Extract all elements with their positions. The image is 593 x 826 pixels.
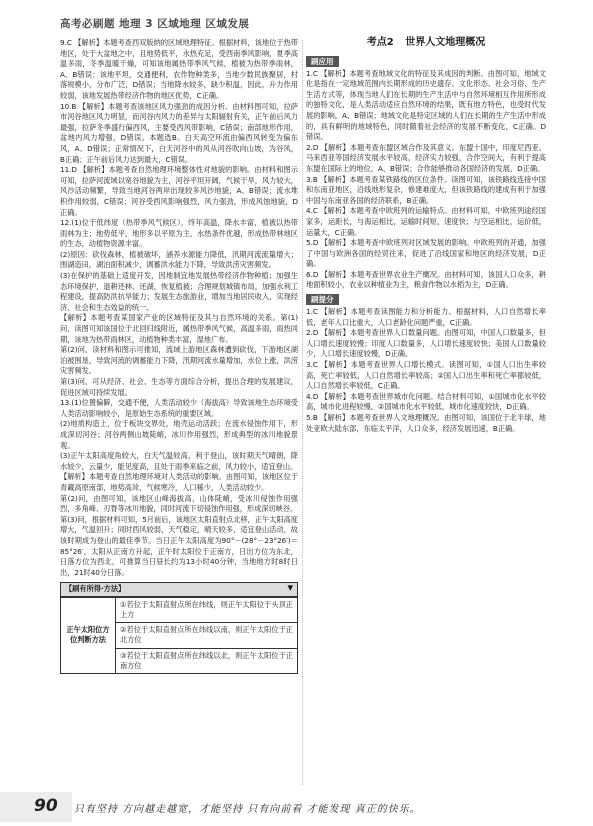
tag-apply: 刷应用 [306,56,339,67]
section-title-text: 世界人文地理概况 [405,37,486,48]
answer-paragraph: 2.D 【解析】本题考查世界人口数量问题。由图可知，中国人口数量多，但人口增长速度较慢；印度人口数量多，人口增长速度较快；美国人口数量较少，人口增长速度较慢，D正确。 [306,328,546,359]
method-tip-title [61,583,297,597]
method-tip-title-text: 【刷有所得·方法】 [65,584,126,594]
answer-paragraph: 【解析】本题考查某国家产业的区域特征及其与自然环境的关系。第(1)问，读图可知该国位于北回归线附近，属热带季风气候，高温多雨，雨热同期，该地为热带雨林区，动植物种类丰富，湿地广布。 [60,313,298,344]
answer-paragraph: (2)原因：砍伐森林，植被破坏，涵养水源能力降低，汛期河流流量增大；围湖造田，湖泊面积减少，调蓄洪水能力下降，导致洪涝灾害频发。 [60,249,298,270]
footer-motto: 只有坚持 方向越走越宽，才能坚持 只有向前看 才能发现 真正的快乐。 [74,804,421,815]
tag-improve: 刷提分 [306,294,339,305]
answer-paragraph: 1.C 【解析】本题考查地域文化的特征及其成因的判断。由图可知，地域文化是指在一定地域范围内长期形成的历史遗存、文化形态、社会习俗、生产生活方式等，体现当地人们在长期的生产生活中与自然环境相互作用所形成的独特文化，是人类活动适应自然环境的结果，既有地方特色，也受时代发展的影响，A、B错误；地域文化是特定区域的人们在长期的生产生活中形成的，具有鲜明的地域特色，同时随着社会经济的发展不断变化，C正确。D错误。 [306,68,546,142]
method-tip-table [61,597,297,673]
answer-paragraph: 4.D 【解析】本题考查世界城市化问题。结合材料可知，①国城市化水平较高，城市化进程较慢，②国城市化水平较低，城市化速度较快，D正确。 [306,391,546,412]
answer-paragraph: 第(3)问，根据材料可知，5月前后，该地区太阳直射点北移，正午太阳高度增大，气温回升；同时西风较弱，天气稳定，晴天较多，适宜登山活动，故该时期成为登山的最佳季节。当日正午太阳高度为90°－(28°－23°26′)＝85°26′，太阳从正南方升起，正午时太阳位于正南方，日出方位为东北，日落方位为西北，可推算当日昼长约为13小时40分钟，当地地方时8时日出，21时40分日落。 [60,514,298,577]
answer-paragraph: 12.(1)位于低纬度（热带季风气候区），终年高温，降水丰富，植被以热带雨林为主；地势低平，地形多以平原为主，水热条件优越，形成热带林地区的生态，动植物资源丰富。 [60,218,298,249]
answer-paragraph: 13.(1)位置偏僻，交通不便，人类活动较少（海拔高）导致该地生态环境受人类活动影响较小，是原始生态系统的重要区域。 [60,398,298,418]
page-header: 高考必刷题 地理 3 区域地理 区域发展 [60,18,250,30]
answer-paragraph: 10.B 【解析】本题考查该地区风力强劲的成因分析。由材料图可知，拉萨市河谷地区风力明显，而河谷内风力的差异与太阳辐射有关，正午前后风力最强，拉萨冬季盛行偏西风，主要受西风带影响，C错误；南部地形作用，盆地内风力增强，D错误。本题选B。白天高空环流由偏西风转变为偏东风，A、D错误；正常情况下，白天河谷中的风从河谷吹向山坡，为谷风，B正确；正午前后风力达到最大，C错误。 [60,101,298,164]
answer-paragraph: 9.C 【解析】本题考查西双版纳的区域地理特征。根据材料，该地位于热带地区，处于大盆地之中，且地势低平，水热充足，受西南季风影响，夏季高温多雨，冬季温暖干燥，可知该地属热带季风气候，植被为热带季雨林，A、B错误；该地平坦，交通便利，农作物种类多，当地少数民族聚居，村落规模小，分布广泛，D错误；当地降水较多，缺少积温，因此，升力作用较弱，该地发展热带经济作物的地区优势，C正确。 [60,38,298,100]
answer-paragraph: 【解析】本题考查自然地理环境对人类活动的影响。由图可知，该地区位于青藏高原南部，地势高耸，气候寒冷，人口稀少，人类活动较少。 [60,472,298,492]
answer-paragraph: 6.D 【解析】本题考查世界农业生产概况。由材料可知，该国人口众多，耕地面积较小，农业以种植业为主，粮食作物以水稻为主，D正确。 [306,269,546,290]
answer-paragraph: 5.D 【解析】本题考查中欧班列对区域发展的影响。中欧班列的开通，加强了中国与欧洲各国的经贸往来，促进了沿线国家和地区的经济发展，D正确。 [306,238,546,269]
answer-paragraph: 第(3)问，可从经济、社会、生态等方面综合分析，提出合理的发展建议，促进区域可持续发展。 [60,377,298,397]
column-divider [302,40,303,785]
answer-paragraph: 3.C 【解析】本题考查世界人口增长模式。读图可知，①国人口出生率较高，死亡率较低，人口自然增长率较高；②国人口出生率和死亡率都较低，人口自然增长率较低，C正确。 [306,360,546,391]
answer-paragraph: 5.B 【解析】本题考查世界人文地理概况。由图可知，该国位于北半球，地处亚欧大陆东部，东临太平洋，人口众多，经济发展迅速，B正确。 [306,413,546,433]
method-rule: ①若位于太阳直射点所在纬线，则正午太阳位于头顶正上方 [116,597,298,622]
triangle-icon: ▼ [287,583,293,593]
answer-paragraph: 第(2)问，读材料和图示可推知，流域上游地区森林遭到砍伐，下游地区湖泊被围垦，导致河流的调蓄能力下降，汛期河流水量增加，水位上涨，洪涝灾害频发。 [60,345,298,376]
answer-paragraph: 11.D 【解析】本题考查自然地理环境整体性对地貌的影响。由材料和图示可知，拉萨河流域以宽谷地貌为主，河谷平坦开阔，气候干旱，风力较大，风沙活动频繁，导致当地河谷两岸出现较多风沙地貌，A、B错误；流水堆积作用较弱，C错误；河谷受西风影响强烈，风力强劲，形成风蚀地貌，D正确。 [60,165,298,217]
right-column [306,38,546,434]
method-rule: ③若位于太阳直射点所在纬线以北，则正午太阳位于正南方位 [116,648,298,673]
method-row-head: 正午太阳位方位判断方法 [61,597,116,673]
section-title [306,38,546,49]
right-answers-apply [306,69,546,291]
method-tip-box [60,582,298,674]
answer-paragraph: 1.C 【解析】本题考查读图能力和分析能力。根据材料，人口自然增长率低，老年人口比重大，人口老龄化问题严重，C正确。 [306,307,546,327]
answer-paragraph: 2.D 【解析】本题考查东盟区域合作及其意义。东盟十国中，印度尼西亚、马来西亚等国经济发展水平较高，经济实力较强，合作空间大，有利于提高东盟在国际上的地位，A、B错误；合作能够推动各国经济的发展，D正确。 [306,142,546,173]
answer-paragraph: 3.B 【解析】本题考查某铁路线的区位条件。读图可知，该铁路线连接中国和东南亚地区，沿线地形复杂，修建难度大，但该铁路线的建成有利于加强中国与东南亚各国的经济联系，B正确。 [306,174,546,205]
footer [0,792,593,826]
page-number: 90 [34,796,58,816]
section-badge: 考点2 [366,37,394,48]
right-answers-improve [306,307,546,434]
table-row [61,597,297,622]
answer-paragraph: 4.C 【解析】本题考查中欧班列的运输特点。由材料可知，中欧班列途经国家多，运距长，与海运相比，运输时间短，速度快；与空运相比，运价低，运量大，C正确。 [306,206,546,237]
answer-paragraph: (3)在保护的基础上适度开发，因地制宜地发展热带经济作物种植；加强生态环境保护，退耕还林、还湖，恢复植被；合理规划城镇布局，加强水利工程建设，提高防洪抗旱能力；发展生态旅游业，增加当地居民收入，实现经济、社会和生态效益的统一。 [60,271,298,312]
answer-paragraph: (3)正午太阳高度角较大，白天气温较高，利于登山，该时期天气晴朗，降水较少，云量少，能见度高，且处于雨季来临之前，风力较小，适宜登山。 [60,451,298,471]
answer-paragraph: (2)地质构造上，位于板块交界处，地壳运动活跃；在流水侵蚀作用下，形成深切河谷；河谷两侧山坡陡峭，冰川作用强烈，形成典型的冰川地貌景观。 [60,419,298,450]
answer-paragraph: 第(2)问，由图可知，该地区山峰海拔高，山体陡峭，受冰川侵蚀作用强烈，多角峰、刃脊等冰川地貌，同时河流下切侵蚀作用强，形成深切峡谷。 [60,493,298,514]
method-rule: ②若位于太阳直射点所在纬线以南，则正午太阳位于正北方位 [116,623,298,648]
left-column [60,38,298,674]
